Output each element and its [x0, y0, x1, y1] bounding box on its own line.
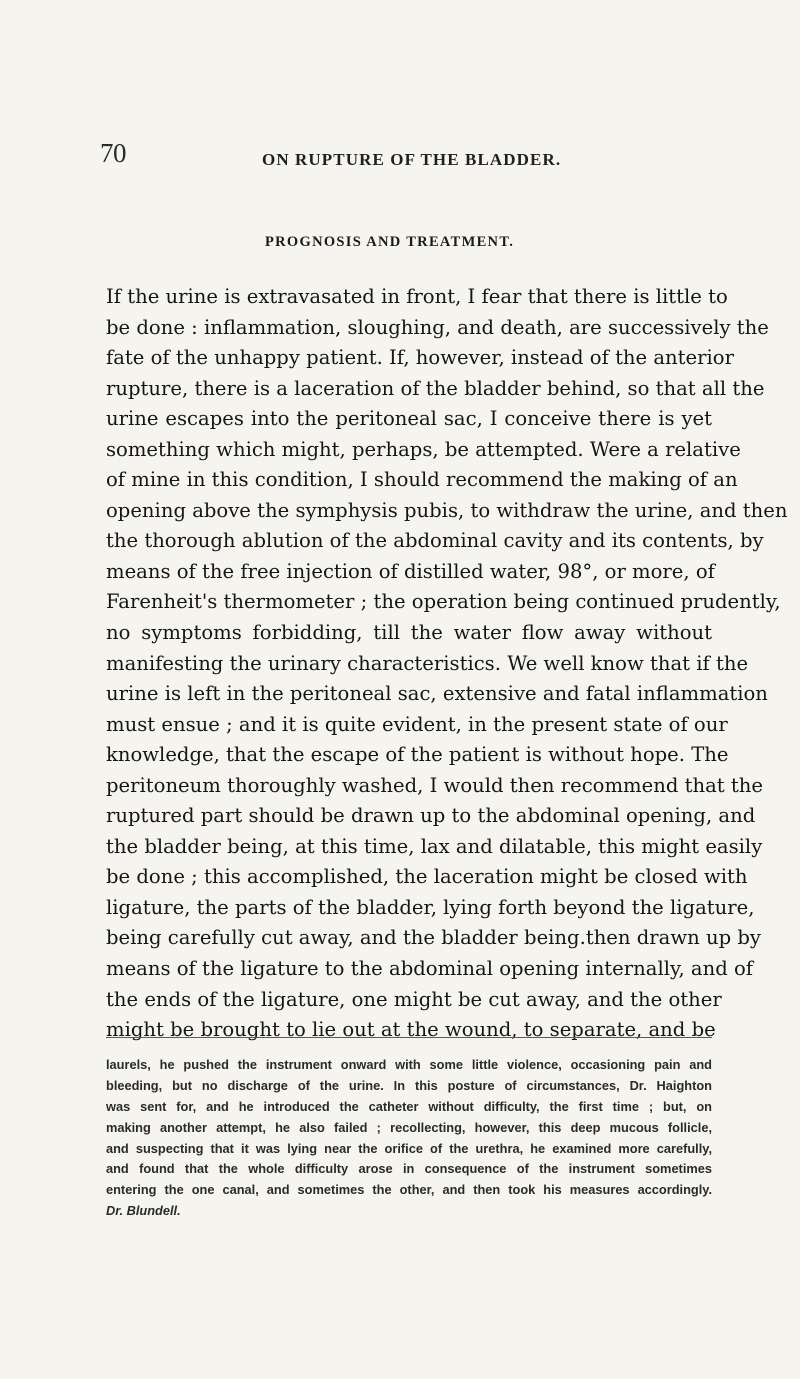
footnote-line: bleeding, but no discharge of the urine. In this posture of circumstances, Dr. Haighton — [106, 1077, 712, 1093]
body-line: urine is left in the peritoneal sac, extensive and fatal inflammation — [106, 682, 768, 706]
body-line: urine escapes into the peritoneal sac, I conceive there is yet — [106, 407, 712, 431]
footnote-divider — [106, 1037, 712, 1038]
footnote-line: was sent for, and he introduced the catheter without difficulty, the first time ; but, on — [106, 1098, 712, 1114]
body-line: be done : inflammation, sloughing, and death, are successively the — [106, 315, 769, 339]
footnote-line: laurels, he pushed the instrument onward with some little violence, occasioning pain and — [106, 1057, 712, 1072]
body-line: opening above the symphysis pubis, to withdraw the urine, and then — [106, 498, 788, 522]
body-line: means of the ligature to the abdominal opening internally, and of — [106, 957, 754, 981]
page-number: 70 — [100, 138, 126, 168]
body-line: ligature, the parts of the bladder, lying forth beyond the ligature, — [106, 895, 755, 919]
running-head: ON RUPTURE OF THE BLADDER. — [262, 150, 562, 169]
body-line: ruptured part should be drawn up to the abdominal opening, and — [106, 804, 756, 828]
body-line: no symptoms forbidding, till the water flow away without — [106, 621, 712, 645]
body-line: being carefully cut away, and the bladder being.then drawn up by — [106, 926, 761, 950]
body-line: If the urine is extravasated in front, I fear that there is little to — [106, 285, 728, 308]
body-line: the bladder being, at this time, lax and dilatable, this might easily — [106, 834, 763, 858]
body-line: must ensue ; and it is quite evident, in the present state of our — [106, 712, 728, 736]
body-line: fate of the unhappy patient. If, however, instead of the anterior — [106, 346, 734, 370]
body-line: rupture, there is a laceration of the bladder behind, so that all the — [106, 376, 765, 400]
body-text — [106, 282, 788, 1046]
body-line: might be brought to lie out at the wound, to separate, and be — [106, 1018, 716, 1042]
body-line: means of the free injection of distilled water, 98°, or more, of — [106, 559, 715, 583]
body-line: manifesting the urinary characteristics. We well know that if the — [106, 651, 749, 675]
footnote-line: entering the one canal, and sometimes the other, and then took his measures accordingly. — [106, 1182, 712, 1198]
footnote — [106, 1055, 712, 1222]
body-line: of mine in this condition, I should recommend the making of an — [106, 468, 738, 492]
body-line: knowledge, that the escape of the patient is without hope. The — [106, 743, 729, 767]
section-title: PROGNOSIS AND TREATMENT. — [265, 234, 515, 250]
footnote-signature: Dr. Blundell. — [106, 1203, 181, 1219]
body-line: Farenheit's thermometer ; the operation being continued prudently, — [106, 590, 781, 614]
footnote-line: making another attempt, he also failed ; recollecting, however, this deep mucous follicle, — [106, 1119, 712, 1135]
footnote-line: and found that the whole difficulty arose in consequence of the instrument sometimes — [106, 1161, 712, 1177]
body-line: be done ; this accomplished, the laceration might be closed with — [106, 865, 748, 889]
body-line: the thorough ablution of the abdominal cavity and its contents, by — [106, 529, 764, 553]
footnote-line: and suspecting that it was lying near the orifice of the urethra, he examined more carefully, — [106, 1140, 712, 1156]
body-line: something which might, perhaps, be attempted. Were a relative — [106, 437, 741, 461]
body-line: the ends of the ligature, one might be cut away, and the other — [106, 987, 722, 1011]
body-line: peritoneum thoroughly washed, I would then recommend that the — [106, 773, 763, 797]
